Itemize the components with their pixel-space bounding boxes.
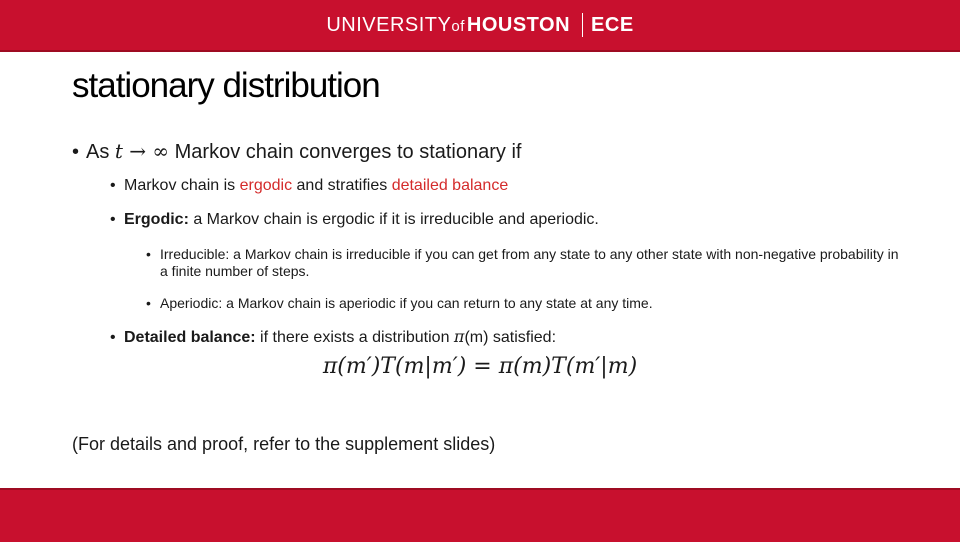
logo-divider bbox=[582, 13, 583, 37]
bullet-text: (m) satisfied: bbox=[464, 329, 557, 346]
bullet-detailed-balance bbox=[110, 327, 556, 347]
term-detailed-balance-label: Detailed balance: bbox=[124, 329, 256, 346]
term-ergodic: ergodic bbox=[239, 177, 293, 194]
bullet-text: and stratifies bbox=[292, 177, 392, 194]
bullet-aperiodic bbox=[146, 295, 653, 311]
bullet-text: Irreducible: a Markov chain is irreducible if you can get from any state to any other state with non-negative probability in a finite number of steps. bbox=[160, 246, 899, 279]
math-pi: π bbox=[453, 327, 465, 346]
bullet-dot: • bbox=[146, 246, 151, 262]
bullet-text: Markov chain is bbox=[124, 177, 240, 194]
detailed-balance-equation: π(m′)T(m|m′) = π(m)T(m′|m) bbox=[322, 354, 638, 379]
footnote: (For details and proof, refer to the supplement slides) bbox=[72, 434, 496, 454]
bullet-conditions bbox=[110, 177, 508, 195]
university-logo bbox=[0, 0, 960, 50]
header-bar bbox=[0, 0, 960, 52]
footer-bar bbox=[0, 488, 960, 542]
term-ergodic-label: Ergodic: bbox=[124, 211, 189, 228]
bullet-dot: • bbox=[110, 329, 116, 346]
bullet-text: As bbox=[86, 141, 115, 163]
logo-of-text: of bbox=[451, 18, 465, 35]
slide-title: stationary distribution bbox=[72, 66, 380, 105]
bullet-dot: • bbox=[72, 141, 80, 163]
bullet-convergence bbox=[72, 139, 521, 164]
bullet-text: if there exists a distribution bbox=[255, 329, 454, 346]
bullet-dot: • bbox=[146, 295, 151, 311]
bullet-text: Aperiodic: a Markov chain is aperiodic if you can return to any state at any time. bbox=[160, 295, 653, 311]
bullet-dot: • bbox=[110, 211, 116, 228]
logo-university-text: UNIVERSITY bbox=[326, 13, 452, 36]
term-detailed-balance: detailed balance bbox=[391, 177, 509, 194]
bullet-dot: • bbox=[110, 177, 116, 194]
bullet-text: Markov chain converges to stationary if bbox=[169, 141, 522, 163]
bullet-ergodic bbox=[110, 211, 599, 229]
logo-houston-text: HOUSTON bbox=[466, 13, 571, 36]
bullet-irreducible bbox=[146, 246, 900, 280]
math-limit: t → ∞ bbox=[114, 139, 170, 163]
logo-dept-text: ECE bbox=[591, 13, 634, 36]
bullet-text: a Markov chain is ergodic if it is irreducible and aperiodic. bbox=[188, 211, 599, 228]
